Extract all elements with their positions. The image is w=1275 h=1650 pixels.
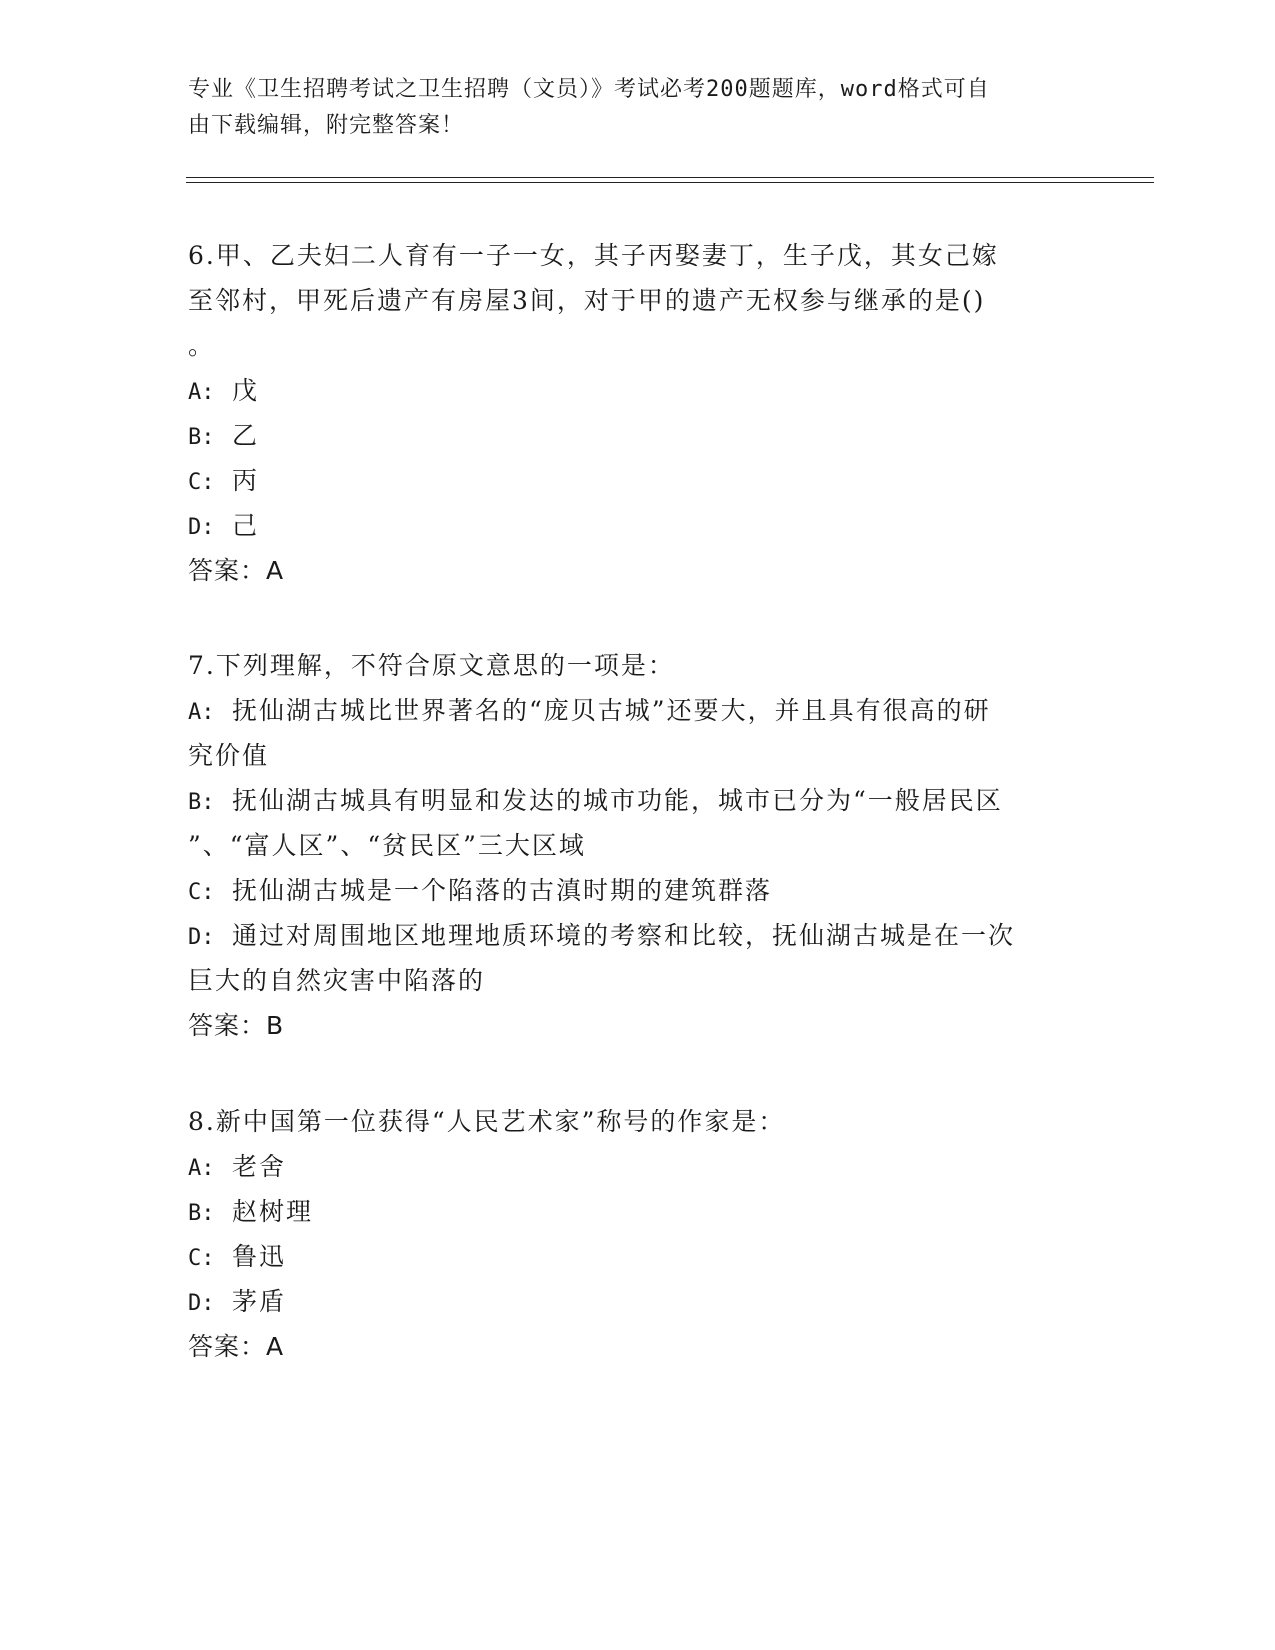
option-text: 茅盾	[232, 1287, 287, 1316]
option-d-continuation: 巨大的自然灾害中陷落的	[188, 966, 486, 995]
option-key: D:	[188, 1291, 215, 1316]
option-b	[188, 778, 1088, 823]
option-key: B:	[188, 1201, 215, 1226]
answer-line: 答案：B	[188, 1011, 285, 1040]
header-divider-bottom	[186, 182, 1154, 183]
answer-line: 答案：A	[188, 1332, 285, 1361]
option-a-continuation: 究价值	[188, 741, 270, 770]
header-line-2: 由下载编辑，附完整答案！	[188, 113, 465, 138]
option-key: A:	[188, 380, 215, 405]
header-line-1: 专业《卫生招聘考试之卫生招聘（文员）》考试必考200题题库，word格式可自	[188, 77, 990, 102]
option-text: 鲁迅	[232, 1242, 287, 1271]
question-7	[188, 643, 1088, 1048]
document-header	[188, 72, 1068, 144]
header-divider-top	[186, 177, 1154, 178]
option-c	[188, 458, 1088, 503]
option-key: B:	[188, 790, 215, 815]
option-text: 老舍	[232, 1152, 287, 1181]
option-key: C:	[188, 1246, 215, 1271]
option-key: D:	[188, 515, 215, 540]
question-8	[188, 1099, 1088, 1369]
option-key: D:	[188, 925, 215, 950]
option-text: 抚仙湖古城具有明显和发达的城市功能，城市已分为“一般居民区	[232, 786, 1003, 815]
option-text: 丙	[232, 466, 260, 495]
option-b-continuation: ”、“富人区”、“贫民区”三大区域	[188, 831, 586, 860]
option-c	[188, 868, 1088, 913]
option-a	[188, 368, 1088, 413]
option-text: 通过对周围地区地理地质环境的考察和比较，抚仙湖古城是在一次	[232, 921, 1016, 950]
option-b	[188, 1189, 1088, 1234]
question-stem-line: 至邻村，甲死后遗产有房屋3间，对于甲的遗产无权参与继承的是()	[188, 286, 986, 315]
option-text: 乙	[232, 421, 260, 450]
option-d	[188, 503, 1088, 548]
option-a	[188, 1144, 1088, 1189]
option-text: 己	[232, 511, 260, 540]
option-c	[188, 1234, 1088, 1279]
option-d	[188, 1279, 1088, 1324]
option-text: 赵树理	[232, 1197, 314, 1226]
option-d	[188, 913, 1088, 958]
question-6	[188, 233, 1088, 593]
question-stem-line: 6.甲、乙夫妇二人育有一子一女，其子丙娶妻丁，生子戊，其女己嫁	[188, 241, 999, 270]
option-key: A:	[188, 1156, 215, 1181]
option-text: 抚仙湖古城是一个陷落的古滇时期的建筑群落	[232, 876, 773, 905]
question-stem-line: 8.新中国第一位获得“人民艺术家”称号的作家是：	[188, 1107, 786, 1136]
option-key: B:	[188, 425, 215, 450]
option-text: 抚仙湖古城比世界著名的“庞贝古城”还要大，并且具有很高的研	[232, 696, 991, 725]
question-stem-line: 。	[188, 331, 216, 360]
question-stem-line: 7.下列理解，不符合原文意思的一项是：	[188, 651, 675, 680]
option-key: C:	[188, 470, 215, 495]
option-key: A:	[188, 700, 215, 725]
option-b	[188, 413, 1088, 458]
option-key: C:	[188, 880, 215, 905]
option-a	[188, 688, 1088, 733]
option-text: 戊	[232, 376, 260, 405]
answer-line: 答案：A	[188, 556, 285, 585]
